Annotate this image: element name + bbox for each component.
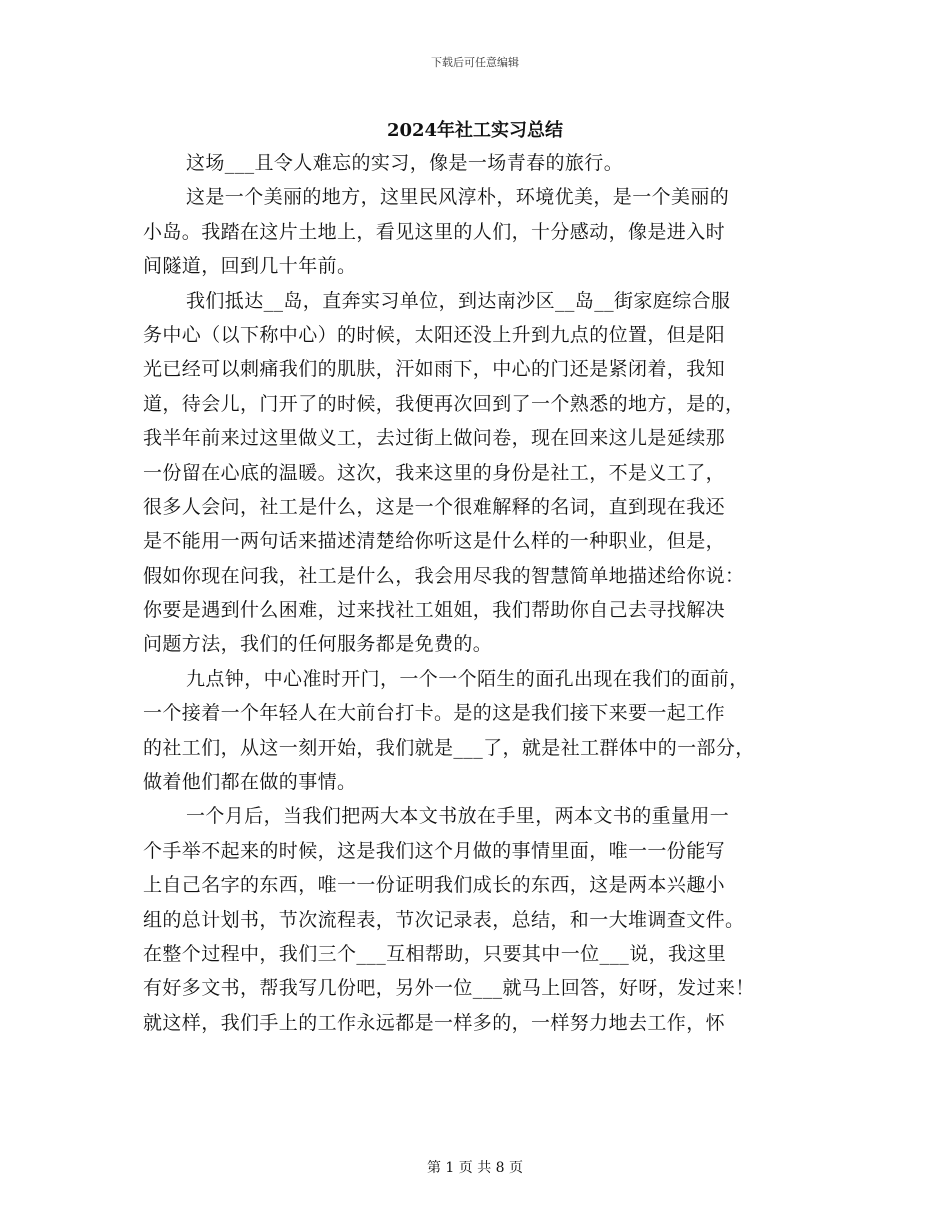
paragraph-line: 的社工们，从这一刻开始，我们就是___了，就是社工群体中的一部分， bbox=[143, 736, 755, 759]
paragraph-line: 做着他们都在做的事情。 bbox=[143, 771, 357, 794]
paragraph-line: 九点钟，中心准时开门，一个一个陌生的面孔出现在我们的面前， bbox=[186, 667, 749, 690]
paragraph-line: 小岛。我踏在这片土地上，看见这里的人们，十分感动，像是进入时 bbox=[143, 220, 726, 243]
paragraph-line: 这场___且令人难忘的实习，像是一场青春的旅行。 bbox=[186, 152, 624, 174]
paragraph-line: 很多人会问，社工是什么，这是一个很难解释的名词，直到现在我还 bbox=[143, 495, 726, 518]
page-number: 第 1 页 共 8 页 bbox=[426, 1160, 524, 1176]
paragraph-line: 我们抵达__岛，直奔实习单位，到达南沙区__岛__街家庭综合服 bbox=[186, 289, 731, 312]
paragraph-line: 道，待会儿，门开了的时候，我便再次回到了一个熟悉的地方，是的， bbox=[143, 392, 745, 415]
header-note: 下载后可任意编辑 bbox=[431, 56, 519, 69]
paragraph-line: 你要是遇到什么困难，过来找社工姐姐，我们帮助你自己去寻找解决 bbox=[143, 599, 726, 622]
paragraph-line: 务中心（以下称中心）的时候，太阳还没上升到九点的位置，但是阳 bbox=[143, 323, 726, 346]
paragraph-line: 在整个过程中，我们三个___互相帮助，只要其中一位___说，我这里 bbox=[143, 942, 727, 965]
paragraph-line: 一个接着一个年轻人在大前台打卡。是的这是我们接下来要一起工作 bbox=[143, 702, 726, 725]
paragraph-line: 是不能用一两句话来描述清楚给你听这是什么样的一种职业，但是， bbox=[143, 530, 726, 553]
paragraph-line: 就这样，我们手上的工作永远都是一样多的，一样努力地去工作，怀 bbox=[143, 1011, 726, 1034]
paragraph-line: 组的总计划书，节次流程表，节次记录表，总结，和一大堆调查文件。 bbox=[143, 908, 745, 931]
paragraph-line: 有好多文书，帮我写几份吧，另外一位___就马上回答，好呀，发过来！ bbox=[143, 977, 755, 1000]
paragraph-line: 一个月后，当我们把两大本文书放在手里，两本文书的重量用一 bbox=[186, 805, 730, 828]
paragraph-line: 上自己名字的东西，唯一一份证明我们成长的东西，这是两本兴趣小 bbox=[143, 874, 726, 897]
document-body bbox=[143, 146, 813, 1040]
paragraph-line: 假如你现在问我，社工是什么，我会用尽我的智慧简单地描述给你说： bbox=[143, 564, 745, 587]
paragraph-line: 个手举不起来的时候，这是我们这个月做的事情里面，唯一一份能写 bbox=[143, 839, 726, 862]
paragraph-line: 问题方法，我们的任何服务都是免费的。 bbox=[143, 633, 493, 656]
document-title: 2024年社工实习总结 bbox=[386, 120, 564, 141]
paragraph-line: 一份留在心底的温暖。这次，我来这里的身份是社工，不是义工了， bbox=[143, 461, 726, 484]
paragraph-line: 间隧道，回到几十年前。 bbox=[143, 255, 357, 278]
paragraph-line: 这是一个美丽的地方，这里民风淳朴，环境优美，是一个美丽的 bbox=[186, 186, 730, 209]
paragraph-line: 我半年前来过这里做义工，去过街上做问卷，现在回来这儿是延续那 bbox=[143, 427, 726, 450]
paragraph-line: 光已经可以刺痛我们的肌肤，汗如雨下，中心的门还是紧闭着，我知 bbox=[143, 358, 726, 381]
